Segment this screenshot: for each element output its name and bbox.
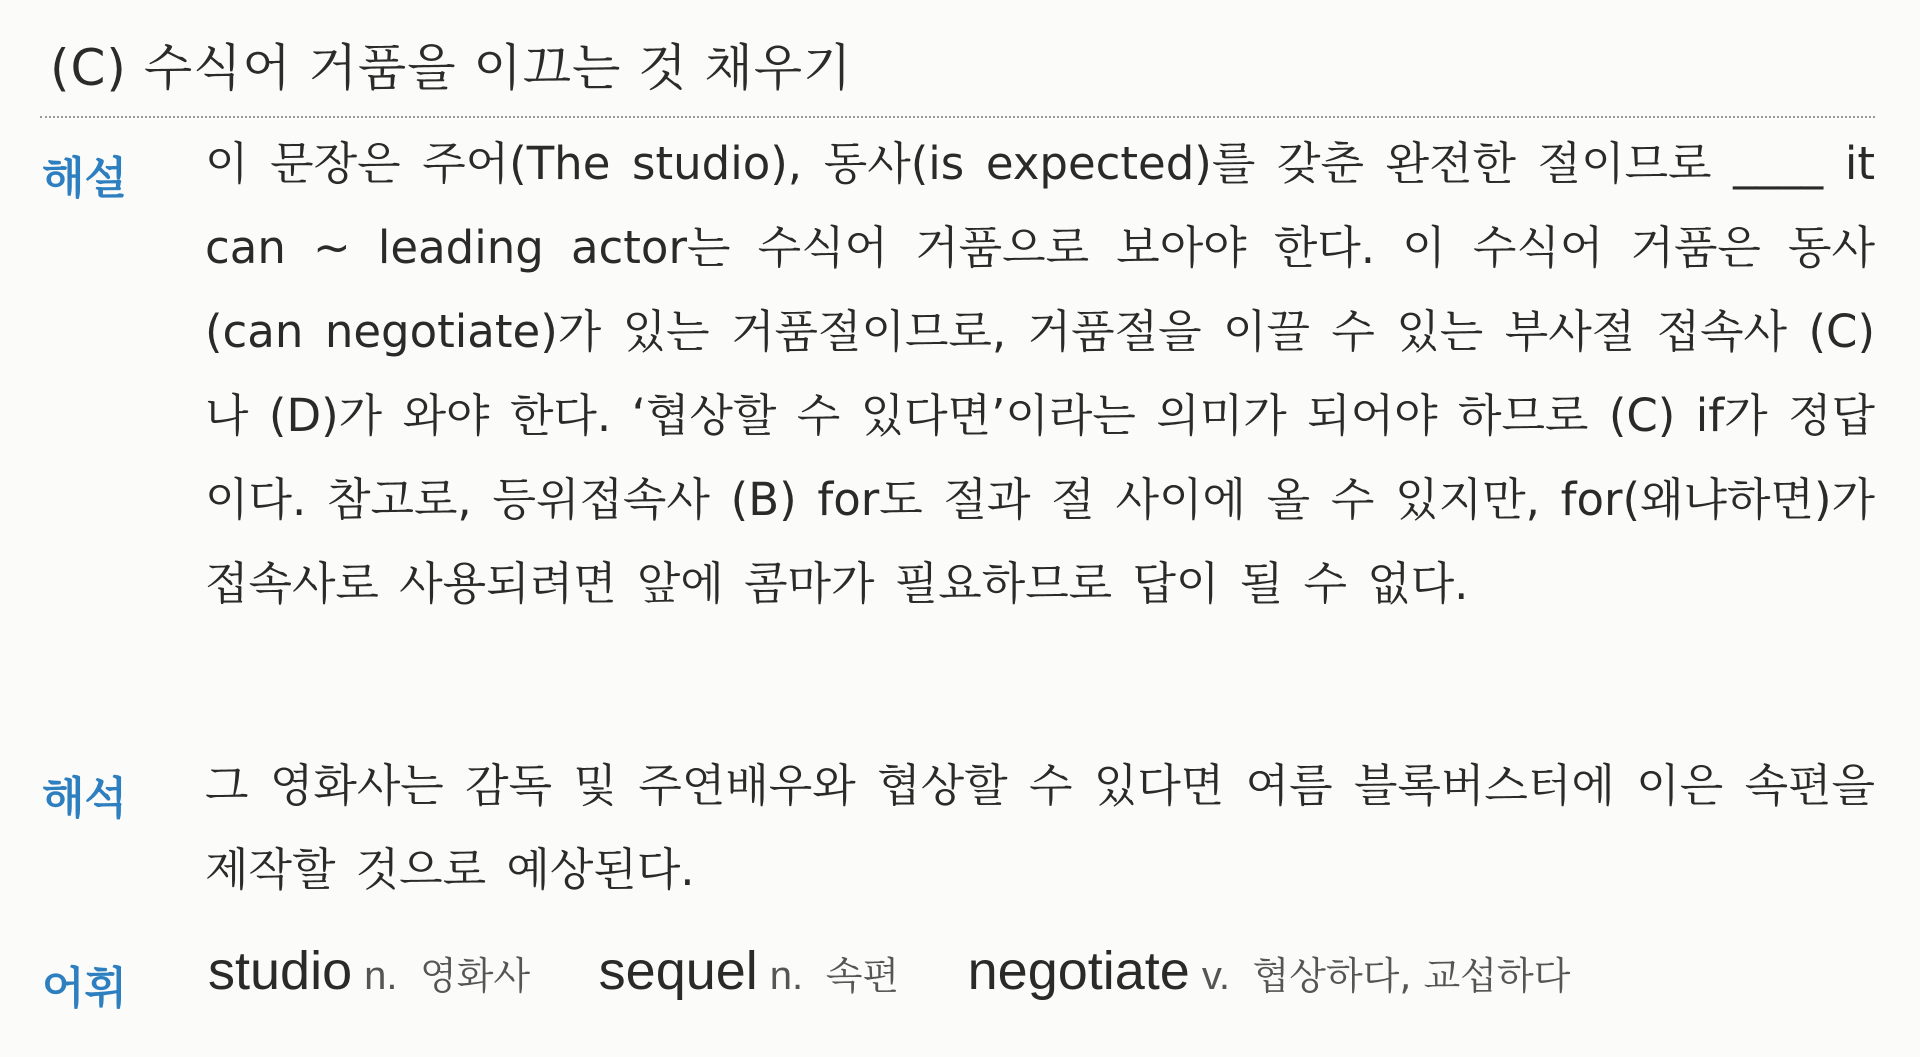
explanation-label: 해설	[42, 153, 128, 204]
translation-text: 그 영화사는 감독 및 주연배우와 협상할 수 있다면 여름 블록버스터에 이은 속편을 제작할 것으로 예상된다.	[205, 759, 1875, 896]
section-heading: (C) 수식어 거품을 이끄는 것 채우기	[50, 39, 853, 97]
vocab-word: negotiate	[967, 941, 1190, 1001]
vocab-pos: n.	[364, 954, 398, 998]
vocab-pos: v.	[1201, 954, 1230, 998]
vocab-item	[968, 940, 1571, 1002]
vocab-meaning: 영화사	[420, 954, 531, 998]
translation-label: 해석	[42, 773, 128, 824]
vocabulary-label: 어휘	[42, 963, 128, 1014]
vocabulary-list	[208, 940, 1622, 1002]
vocab-meaning: 속편	[825, 954, 900, 998]
vocab-item	[599, 940, 899, 1002]
vocab-pos: n.	[769, 954, 804, 998]
vocab-word: sequel	[598, 941, 758, 1001]
heading-divider	[40, 116, 1875, 118]
explanation-text: 이 문장은 주어(The studio), 동사(is expected)를 갖춘 완전한 절이므로 ____ it can ~ leading actor는 수식어 거품으로 보아야 한다. 이 수식어 거품은 동사(can negotiate)가 있는 거품절이므로, 거품절을 이끌 수 있는 부사절 접속사 (C)나 (D)가 와야 한다. ‘협상할 수 있다면’이라는 의미가 되어야 하므로 (C) if가 정답이다. 참고로, 등위접속사 (B) for도 절과 절 사이에 올 수 있지만, for(왜냐하면)가 접속사로 사용되려면 앞에 콤마가 필요하므로 답이 될 수 없다.	[205, 137, 1875, 610]
vocab-meaning: 협상하다, 교섭하다	[1252, 954, 1571, 998]
vocab-item	[208, 940, 530, 1002]
vocab-word: studio	[208, 941, 353, 1001]
